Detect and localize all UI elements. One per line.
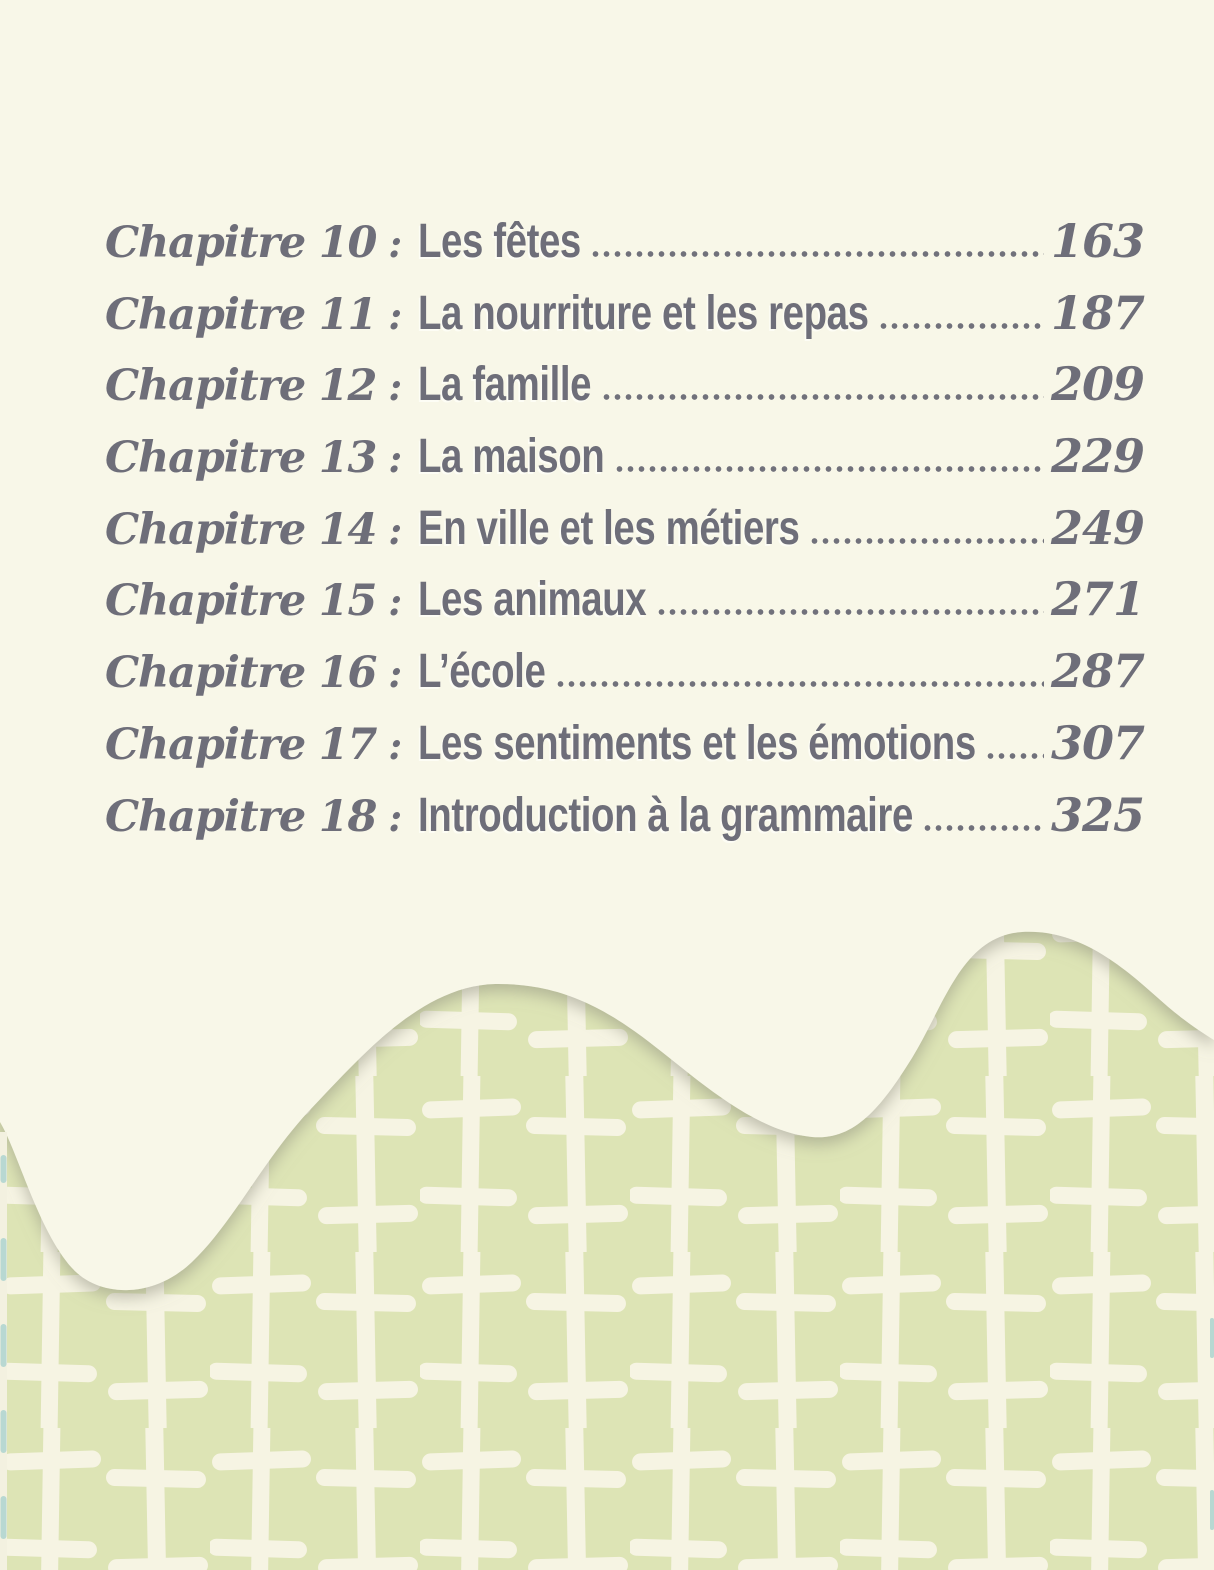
dot-leader (590, 251, 1044, 257)
page-number: 271 (1050, 572, 1144, 627)
chapter-number-label: Chapitre 11 (105, 289, 377, 340)
separator-colon: : (388, 722, 403, 768)
dot-leader (922, 825, 1044, 831)
dot-leader (614, 466, 1044, 472)
toc-entry (105, 277, 1144, 349)
page-number: 249 (1050, 500, 1144, 555)
page-number: 187 (1050, 285, 1144, 340)
chapter-title: Les animaux (418, 573, 647, 627)
chapter-number-label: Chapitre 16 (105, 648, 377, 699)
toc-entry (105, 779, 1144, 851)
toc-entry (105, 563, 1144, 635)
chapter-number-label: Chapitre 13 (105, 433, 377, 484)
page-number: 229 (1050, 429, 1144, 484)
chapter-title: Les sentiments et les émotions (418, 716, 977, 770)
separator-colon: : (388, 436, 403, 482)
dot-leader (601, 394, 1044, 400)
chapter-title: Les fêtes (418, 215, 582, 268)
chapter-number-label: Chapitre 18 (105, 791, 377, 842)
dot-leader (656, 609, 1044, 615)
separator-colon: : (388, 507, 403, 553)
dot-leader (985, 753, 1044, 759)
separator-colon: : (388, 651, 403, 697)
dot-leader (555, 681, 1044, 687)
page-number: 325 (1050, 787, 1144, 842)
chapter-number-label: Chapitre 14 (105, 504, 377, 555)
page-number: 209 (1050, 357, 1144, 412)
toc-entry (105, 420, 1144, 492)
table-of-contents (105, 205, 1144, 850)
bottom-wave-decoration (0, 900, 1214, 1570)
toc-entry (105, 635, 1144, 707)
chapter-number-label: Chapitre 15 (105, 576, 377, 627)
chapter-title: La famille (418, 358, 592, 412)
chapter-title: L’école (418, 645, 546, 699)
separator-colon: : (388, 579, 403, 625)
chapter-title: En ville et les métiers (418, 501, 800, 555)
page-number: 307 (1050, 715, 1144, 770)
page-number: 163 (1050, 214, 1144, 268)
toc-entry (105, 205, 1144, 277)
chapter-number-label: Chapitre 10 (105, 218, 377, 268)
chapter-title: La nourriture et les repas (418, 286, 869, 340)
toc-entry (105, 492, 1144, 564)
dot-leader (809, 538, 1044, 544)
separator-colon: : (388, 292, 403, 338)
toc-entry (105, 348, 1144, 420)
separator-colon: : (388, 794, 403, 840)
toc-entry (105, 707, 1144, 779)
chapter-number-label: Chapitre 12 (105, 361, 377, 412)
separator-colon: : (388, 221, 403, 266)
separator-colon: : (388, 364, 403, 410)
chapter-title: La maison (418, 430, 605, 484)
chapter-number-label: Chapitre 17 (105, 719, 377, 770)
dot-leader (878, 323, 1044, 329)
chapter-title: Introduction à la grammaire (418, 788, 914, 842)
page-number: 287 (1050, 644, 1144, 699)
